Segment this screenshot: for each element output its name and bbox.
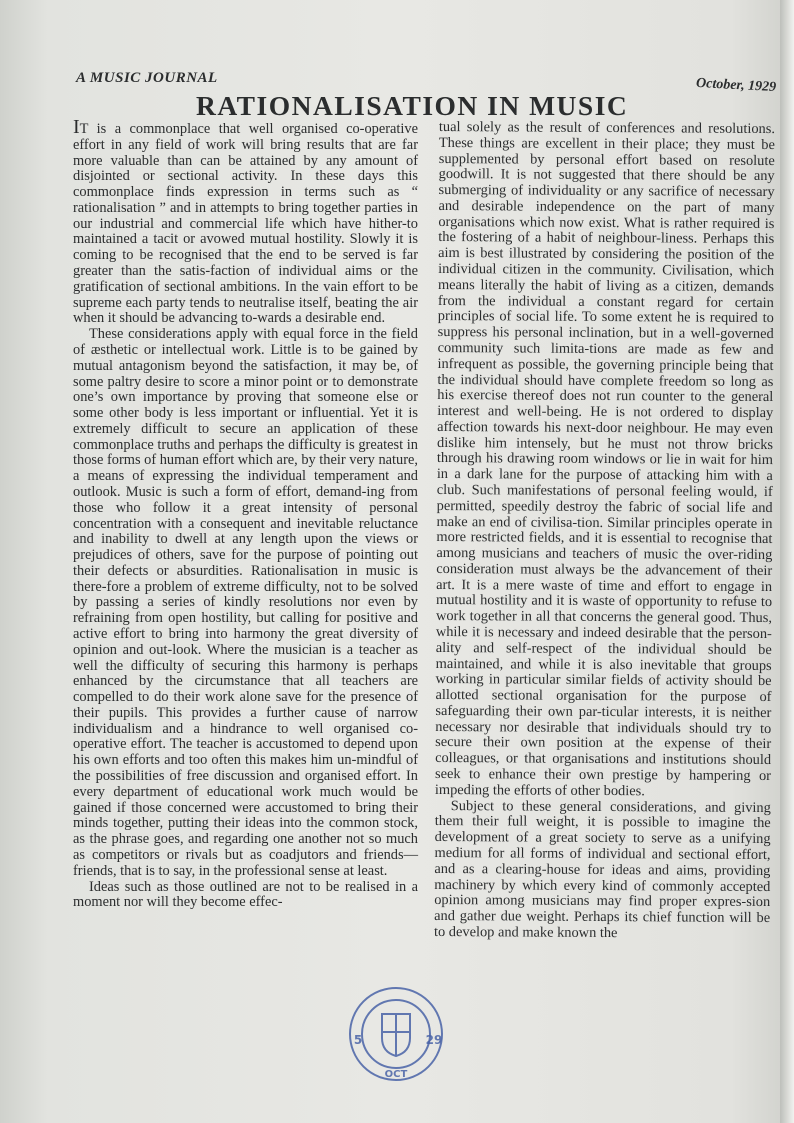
paragraph-5: Subject to these general considerations, and giving them their full weight, it is possible to imagine the development of a great society to serve as a unifying medium for all forms of individual and sectional effort, and as a clearing-house for ideas and aims, providing machinery by which every kind of commonly accepted opinion among musicians may find proper expres-sion and gather due weight. Perhaps its chief function will be to develop and make known the: [433, 797, 771, 941]
paragraph-4: tual solely as the result of conferences and resolutions. These things are excellent in their place; they must be supplemented by personal effort based on resolute goodwill. It is not suggested that there should be any submerging of individuality or any sacrifice of necessary and desirable independence on the part of many organisations which now exist. What is rather required is the fostering of a habit of neighbour-liness. Perhaps this aim is best illustrated by considering the position of the individual citizen in the community. Civilisation, which means literally the habit of living as a citizen, demands from the individual a constant regard for certain principles of social life. To some extent he is required to suppress his personal inclination, but in a well-governed community such limita-tions are made as few and infrequent as possible, the governing principle being that the individual should have complete freedom so long as his exercise thereof does not run counter to the general interest and well-being. He is not ordered to display affection towards his next-door neighbour. He may even dislike him intensely, but he must not throw bricks through his drawing room windows or lie in wait for him in a dark lane for the purpose of attacking him with a club. Such manifestations of personal feeling would, if permitted, speedily destroy the fabric of social life and make an end of civilisa-tion. Similar principles operate in more restricted fields, and it is essential to recognise that among musicians and teachers of music the over-riding consideration must always be the advancement of their art. It is a mere waste of time and effort to engage in mutual hostility and it is waste of opportunity to refuse to work together in all that concerns the general good. Thus, while it is necessary and indeed desirable that the person-ality and self-respect of the individual should be maintained, and while it is also inevitable that groups working in particular similar fields of activity should be allotted sectional organisation for the purpose of safeguarding their own par-ticular interests, it is neither necessary nor desirable that individuals should try to secure their own position at the expense of their colleagues, or that organisations and institutions should seek to enhance their own prestige by hampering or impeding the efforts of other bodies.: [434, 119, 775, 800]
page-edge: [780, 0, 794, 1123]
library-stamp: [346, 984, 446, 1084]
stamp-day: 5: [353, 1033, 363, 1047]
right-column: [434, 120, 775, 1022]
issue-date: October, 1929: [695, 75, 777, 96]
drop-cap: I: [73, 116, 80, 138]
stamp-month: OCT: [384, 1069, 408, 1080]
paragraph-1: [73, 116, 418, 327]
article-title: RATIONALISATION IN MUSIC: [196, 90, 629, 121]
paragraph-2: These considerations apply with equal force in the field of æsthetic or intellectual work. Little is to be gained by mutual antagonism beyond the satisfaction, it may be, of some paltry desire to score a minor point or to demonstrate one’s own importance by proving that someone else or some other body is less important or influential. Yet it is extremely difficult to secure an application of these commonplace truths and perhaps the difficulty is greatest in those forms of human effort which are, by their very nature, a means of expressing the individual temperament and outlook. Music is such a form of effort, demand-ing from those who follow it a great intensity of personal concentration with a consequent and inevitable reluctance and inability to dwell at any length upon the views or prejudices of others, save for the purpose of pointing out their defects or absurdities. Rationalisation in music is there-fore a problem of extreme difficulty, not to be solved by passing a series of kindly resolutions nor even by refraining from open hostility, but calling for positive and active effort to bring into harmony the great diversity of opinion and out-look. Where the musician is a teacher as well the difficulty of securing this harmony is perhaps enhanced by the circumstance that all teachers are compelled to do their work alone save for the presence of their pupils. This provides a further cause of narrow individualism and a hindrance to well organised co-operative effort. The teacher is accustomed to depend upon his own efforts and too often this makes him un-mindful of the possibilities of free discussion and organised effort. In every department of educational work much would be gained if those concerned were accustomed to bring their minds together, putting their ideas into the common stock, as the phrase goes, and regarding one another not so much as competitors or rivals but as coadjutors and friends—friends, that is to say, in the professional sense at least.: [73, 326, 418, 879]
left-column: [73, 116, 418, 1020]
journal-name: A MUSIC JOURNAL: [76, 70, 218, 86]
paragraph-3: Ideas such as those outlined are not to be realised in a moment nor will they become effec-: [73, 878, 418, 911]
paragraph-1-text: T is a commonplace that well organised co-operative effort in any field of work will bring results that are far more valuable than can be attained by any amount of disjointed or sectional activity. In these days this commonplace finds expression in terms such as “ rationalisation ” and in attempts to bring together parties in our industrial and commercial life which have hither-to maintained a tacit or avowed mutual hostility. Slowly it is coming to be recognised that the end to be served is far greater than the satis-faction of individual aims or the gratification of sectional ambitions. In the vain effort to be supreme each party tends to neutralise itself, beating the air when it should be advancing to-wards a desirable end.: [73, 121, 418, 327]
stamp-year: 29: [425, 1033, 443, 1047]
